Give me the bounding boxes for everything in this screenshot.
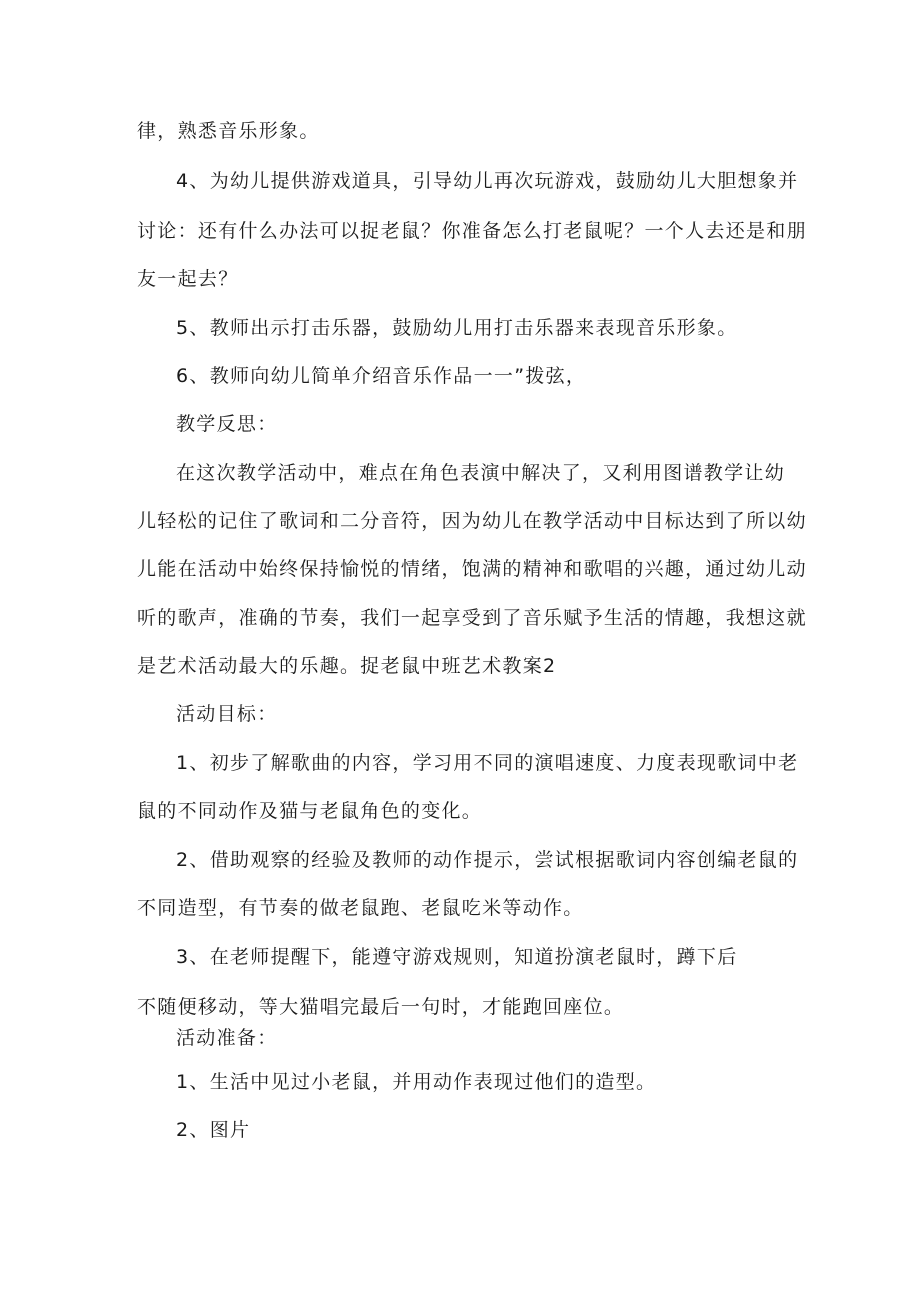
text-line: 4、为幼儿提供游戏道具，引导幼儿再次玩游戏，鼓励幼儿大胆想象并 [176, 170, 799, 192]
text-line: 鼠的不同动作及猫与老鼠角色的变化。 [137, 800, 483, 822]
text-line: 6、教师向幼儿简单介绍音乐作品一一”拨弦， [176, 365, 587, 387]
text-line: 在这次教学活动中，难点在角色表演中解决了，又利用图谱教学让幼 [176, 462, 786, 484]
text-line: 2、借助观察的经验及教师的动作提示，尝试根据歌词内容创编老鼠的 [176, 849, 799, 871]
text-line: 讨论：还有什么办法可以捉老鼠？你准备怎么打老鼠呢？一个人去还是和朋 [137, 220, 807, 242]
text-line: 儿轻松的记住了歌词和二分音符，因为幼儿在教学活动中目标达到了所以幼 [137, 510, 807, 532]
section-heading: 教学反思： [176, 413, 278, 435]
text-line: 儿能在活动中始终保持愉悦的情绪，饱满的精神和歌唱的兴趣，通过幼儿动 [137, 558, 807, 580]
text-line: 友一起去？ [137, 268, 239, 290]
text-line: 3、在老师提醒下，能遵守游戏规则，知道扮演老鼠时，蹲下后 [176, 946, 738, 968]
section-heading: 活动目标： [176, 703, 278, 725]
text-line: 5、教师出示打击乐器，鼓励幼儿用打击乐器来表现音乐形象。 [176, 317, 738, 339]
section-heading: 活动准备： [176, 1027, 278, 1049]
text-line: 律，熟悉音乐形象。 [137, 120, 320, 142]
text-line: 不随便移动，等大猫唱完最后一句时，才能跑回座位。 [137, 996, 625, 1018]
text-line: 1、初步了解歌曲的内容，学习用不同的演唱速度、力度表现歌词中老 [176, 752, 799, 774]
text-line: 是艺术活动最大的乐趣。捉老鼠中班艺术教案2 [137, 655, 557, 677]
text-line: 2、图片 [176, 1119, 251, 1141]
text-line: 不同造型，有节奏的做老鼠跑、老鼠吃米等动作。 [137, 897, 584, 919]
text-line: 听的歌声，准确的节奏，我们一起享受到了音乐赋予生活的情趣，我想这就 [137, 607, 807, 629]
text-line: 1、生活中见过小老鼠，并用动作表现过他们的造型。 [176, 1071, 657, 1093]
